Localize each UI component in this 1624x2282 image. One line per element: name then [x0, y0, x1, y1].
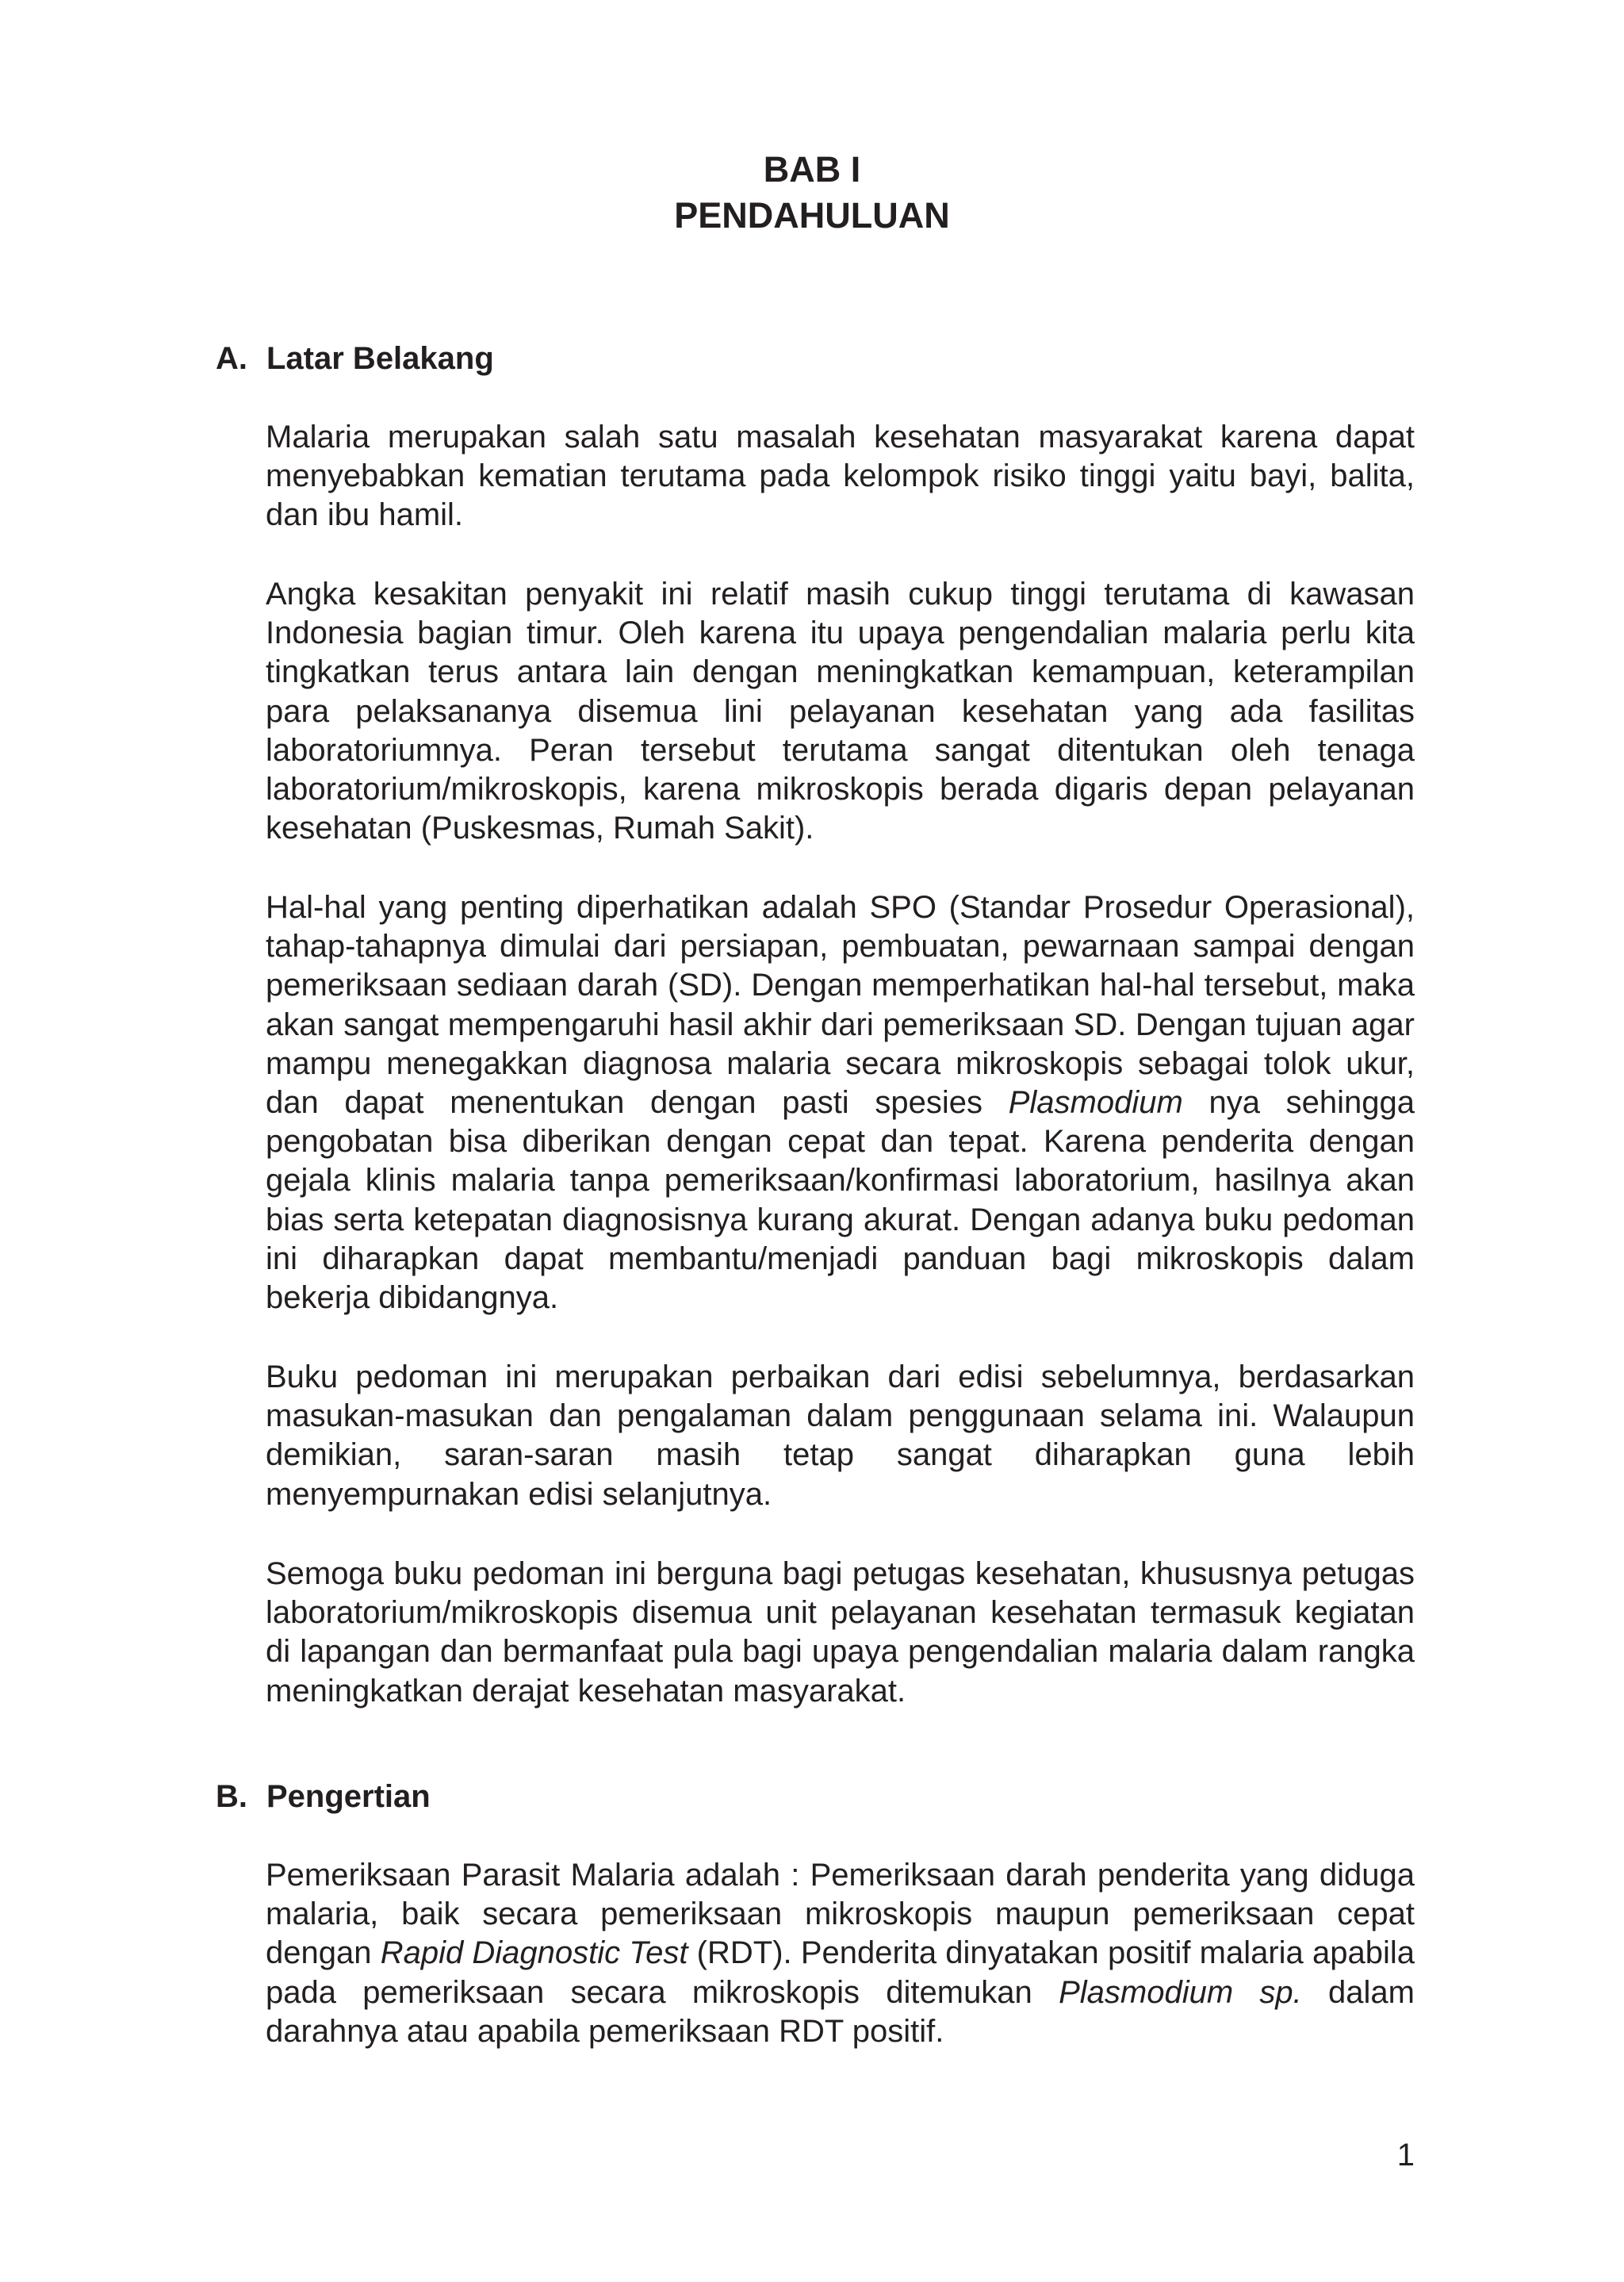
section-a-paragraph-4: Buku pedoman ini merupakan perbaikan dari edisi sebelumnya, berdasarkan masukan-masukan dan pengalaman dalam penggunaan selama ini. Walaupun demikian, saran-saran masih tetap sangat diharapkan guna lebih menyempurnakan edisi selanjutnya.: [266, 1360, 1415, 1512]
section-b-title: Pengertian: [266, 1779, 431, 1814]
paragraph-text: Hal-hal yang penting diperhatikan adalah SPO (Standar Prosedur Operasional), tahap-tahapnya dimulai dari persiapan, pembuatan, pewarnaan sampai dengan pemeriksaan sediaan darah (SD). Dengan memperhatikan hal-hal tersebut, maka akan sangat mempengaruhi hasil akhir dari pemeriksaan SD. Dengan tujuan agar mampu menegakkan diagnosa malaria secara mikroskopis sebagai tolok ukur, dan dapat menentukan dengan pasti spesies: [266, 890, 1415, 1121]
section-a-paragraph-1: Malaria merupakan salah satu masalah kesehatan masyarakat karena dapat menyebabkan kematian terutama pada kelompok risiko tinggi yaitu bayi, balita, dan ibu hamil.: [266, 420, 1415, 533]
section-a-letter: A.: [216, 341, 247, 376]
section-a-paragraph-5: Semoga buku pedoman ini berguna bagi petugas kesehatan, khususnya petugas laboratorium/mikroskopis disemua unit pelayanan kesehatan termasuk kegiatan di lapangan dan bermanfaat pula bagi upaya pengendalian malaria dalam rangka meningkatkan derajat kesehatan masyarakat.: [266, 1556, 1415, 1709]
rdt-italic: Rapid Diagnostic Test: [380, 1935, 688, 1971]
species-italic: Plasmodium sp.: [1059, 1974, 1302, 2010]
paragraph-text: dalam darahnya atau apabila pemeriksaan RDT positif.: [266, 1974, 1415, 2049]
paragraph-text: (RDT). Penderita dinyatakan positif malaria apabila pada pemeriksaan secara mikroskopis ditemukan: [266, 1935, 1415, 2010]
section-b-letter: B.: [216, 1779, 247, 1814]
paragraph-text: Pemeriksaan Parasit Malaria adalah : Pemeriksaan darah penderita yang diduga malaria, baik secara pemeriksaan mikroskopis maupun pemeriksaan cepat dengan: [266, 1858, 1415, 1971]
section-b-paragraph-1: [266, 1856, 1415, 2051]
section-a-heading: [216, 339, 494, 378]
section-a-paragraph-2: Angka kesakitan penyakit ini relatif masih cukup tinggi terutama di kawasan Indonesia bagian timur. Oleh karena itu upaya pengendalian malaria perlu kita tingkatkan terus antara lain dengan meningkatkan kemampuan, keterampilan para pelaksananya disemua lini pelayanan kesehatan yang ada fasilitas laboratoriumnya. Peran tersebut terutama sangat ditentukan oleh tenaga laboratorium/mikroskopis, karena mikroskopis berada digaris depan pelayanan kesehatan (Puskesmas, Rumah Sakit).: [266, 577, 1415, 846]
section-a-title: Latar Belakang: [266, 341, 494, 376]
chapter-number: BAB I: [763, 149, 861, 190]
section-a-paragraph-3: [266, 888, 1415, 1317]
chapter-title: PENDAHULUAN: [674, 195, 950, 236]
page-number: 1: [1396, 2138, 1415, 2173]
species-italic: Plasmodium: [1008, 1085, 1183, 1121]
paragraph-text: nya sehingga pengobatan bisa diberikan dengan cepat dan tepat. Karena penderita dengan gejala klinis malaria tanpa pemeriksaan/konfirmasi laboratorium, hasilnya akan bias serta ketepatan diagnosisnya kurang akurat. Dengan adanya buku pedoman ini diharapkan dapat membantu/menjadi panduan bagi mikroskopis dalam bekerja dibidangnya.: [266, 1085, 1415, 1316]
section-b-heading: [216, 1777, 431, 1816]
